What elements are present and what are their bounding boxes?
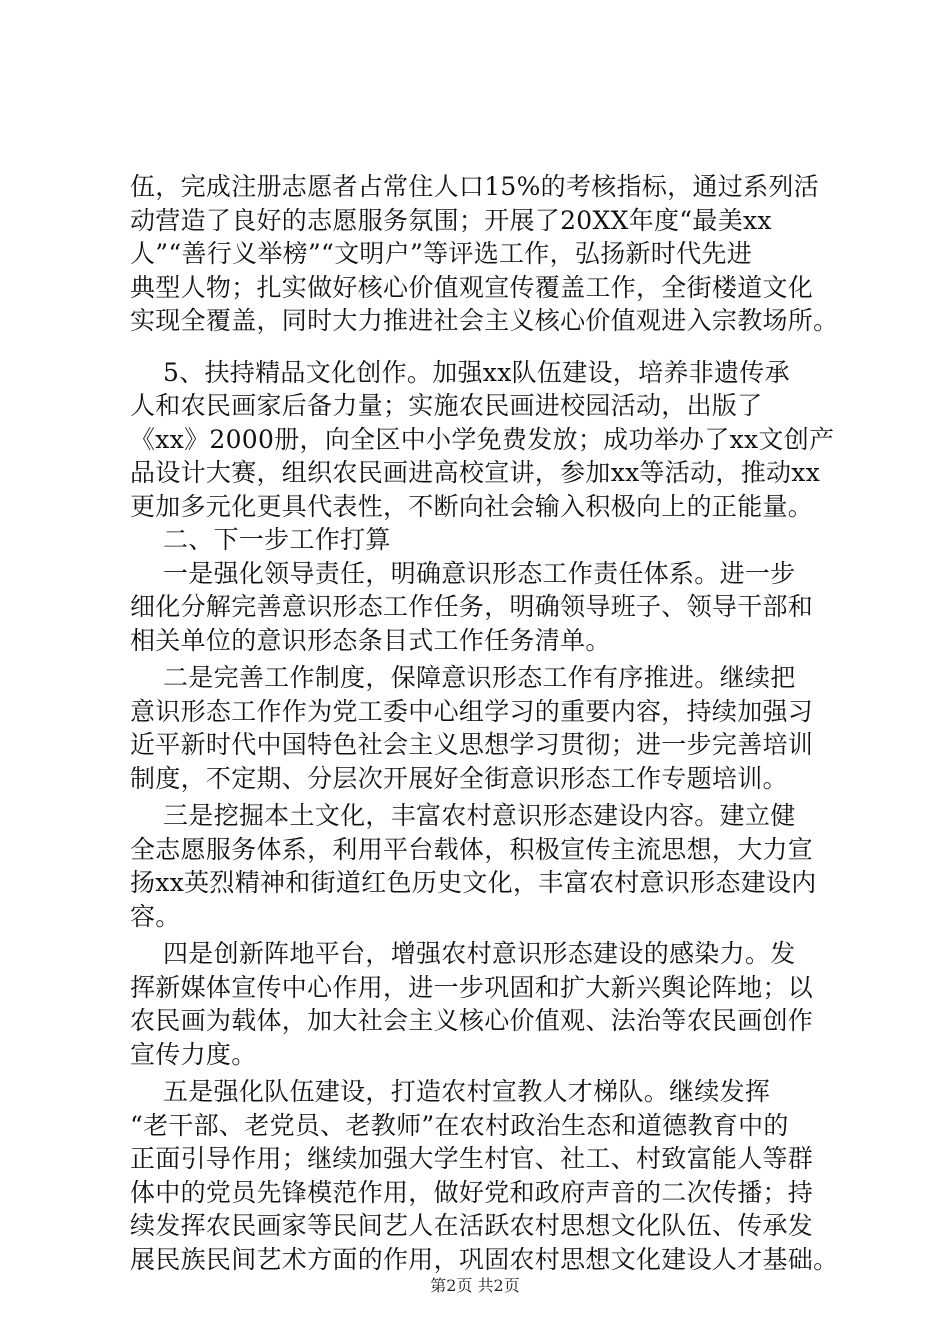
page-number-footer: 第2页 共2页 (430, 1276, 520, 1295)
text-line: 动营造了良好的志愿服务氛围；开展了20XX年度“最美xx (130, 206, 772, 235)
text-line: 实现全覆盖，同时大力推进社会主义核心价值观进入宗教场所。 (130, 306, 839, 335)
text-line: 相关单位的意识形态条目式工作任务清单。 (130, 626, 611, 655)
text-line: 5、扶持精品文化创作。加强xx队伍建设，培养非遗传承 (130, 358, 790, 387)
text-line: 意识形态工作作为党工委中心组学习的重要内容，持续加强习 (130, 697, 814, 726)
text-line: 全志愿服务体系，利用平台载体，积极宣传主流思想，大力宣 (130, 835, 814, 864)
text-line: 容。 (130, 902, 181, 931)
text-line: 人”“善行义举榜”“文明户”等评选工作，弘扬新时代先进 (130, 239, 753, 268)
text-line: 三是挖掘本土文化，丰富农村意识形态建设内容。建立健 (130, 801, 796, 830)
text-line: 挥新媒体宣传中心作用，进一步巩固和扩大新兴舆论阵地；以 (130, 973, 814, 1002)
text-line: 正面引导作用；继续加强大学生村官、社工、村致富能人等群 (130, 1144, 814, 1173)
text-line: 更加多元化更具代表性，不断向社会输入积极向上的正能量。 (130, 492, 814, 521)
text-line: 典型人物；扎实做好核心价值观宣传覆盖工作，全街楼道文化 (130, 273, 814, 302)
text-line: 续发挥农民画家等民间艺人在活跃农村思想文化队伍、传承发 (130, 1211, 814, 1240)
text-line: 伍，完成注册志愿者占常住人口15%的考核指标，通过系列活 (130, 172, 819, 201)
text-line: 宣传力度。 (130, 1040, 257, 1069)
text-line: 细化分解完善意识形态工作任务，明确领导班子、领导干部和 (130, 592, 814, 621)
text-line: “老干部、老党员、老教师”在农村政治生态和道德教育中的 (130, 1111, 789, 1140)
text-line: 二是完善工作制度，保障意识形态工作有序推进。继续把 (130, 663, 796, 692)
text-line: 品设计大赛，组织农民画进高校宣讲，参加xx等活动，推动xx (130, 458, 821, 487)
text-line: 体中的党员先锋模范作用，做好党和政府声音的二次传播；持 (130, 1178, 814, 1207)
text-line: 五是强化队伍建设，打造农村宣教人才梯队。继续发挥 (130, 1077, 771, 1106)
text-line: 扬xx英烈精神和街道红色历史文化，丰富农村意识形态建设内 (130, 868, 817, 897)
text-line: 近平新时代中国特色社会主义思想学习贯彻；进一步完善培训 (130, 730, 814, 759)
text-line: 一是强化领导责任，明确意识形态工作责任体系。进一步 (130, 559, 796, 588)
text-line: 四是创新阵地平台，增强农村意识形态建设的感染力。发 (130, 939, 796, 968)
text-line: 展民族民间艺术方面的作用，巩固农村思想文化建设人才基础。 (130, 1245, 839, 1274)
text-line: 制度，不定期、分层次开展好全街意识形态工作专题培训。 (130, 764, 788, 793)
text-line: 人和农民画家后备力量；实施农民画进校园活动，出版了 (130, 391, 763, 420)
text-line: 农民画为载体，加大社会主义核心价值观、法治等农民画创作 (130, 1006, 814, 1035)
text-line: 《xx》2000册，向全区中小学免费发放；成功举办了xx文创产 (130, 425, 835, 454)
section-heading: 二、下一步工作打算 (130, 525, 391, 554)
